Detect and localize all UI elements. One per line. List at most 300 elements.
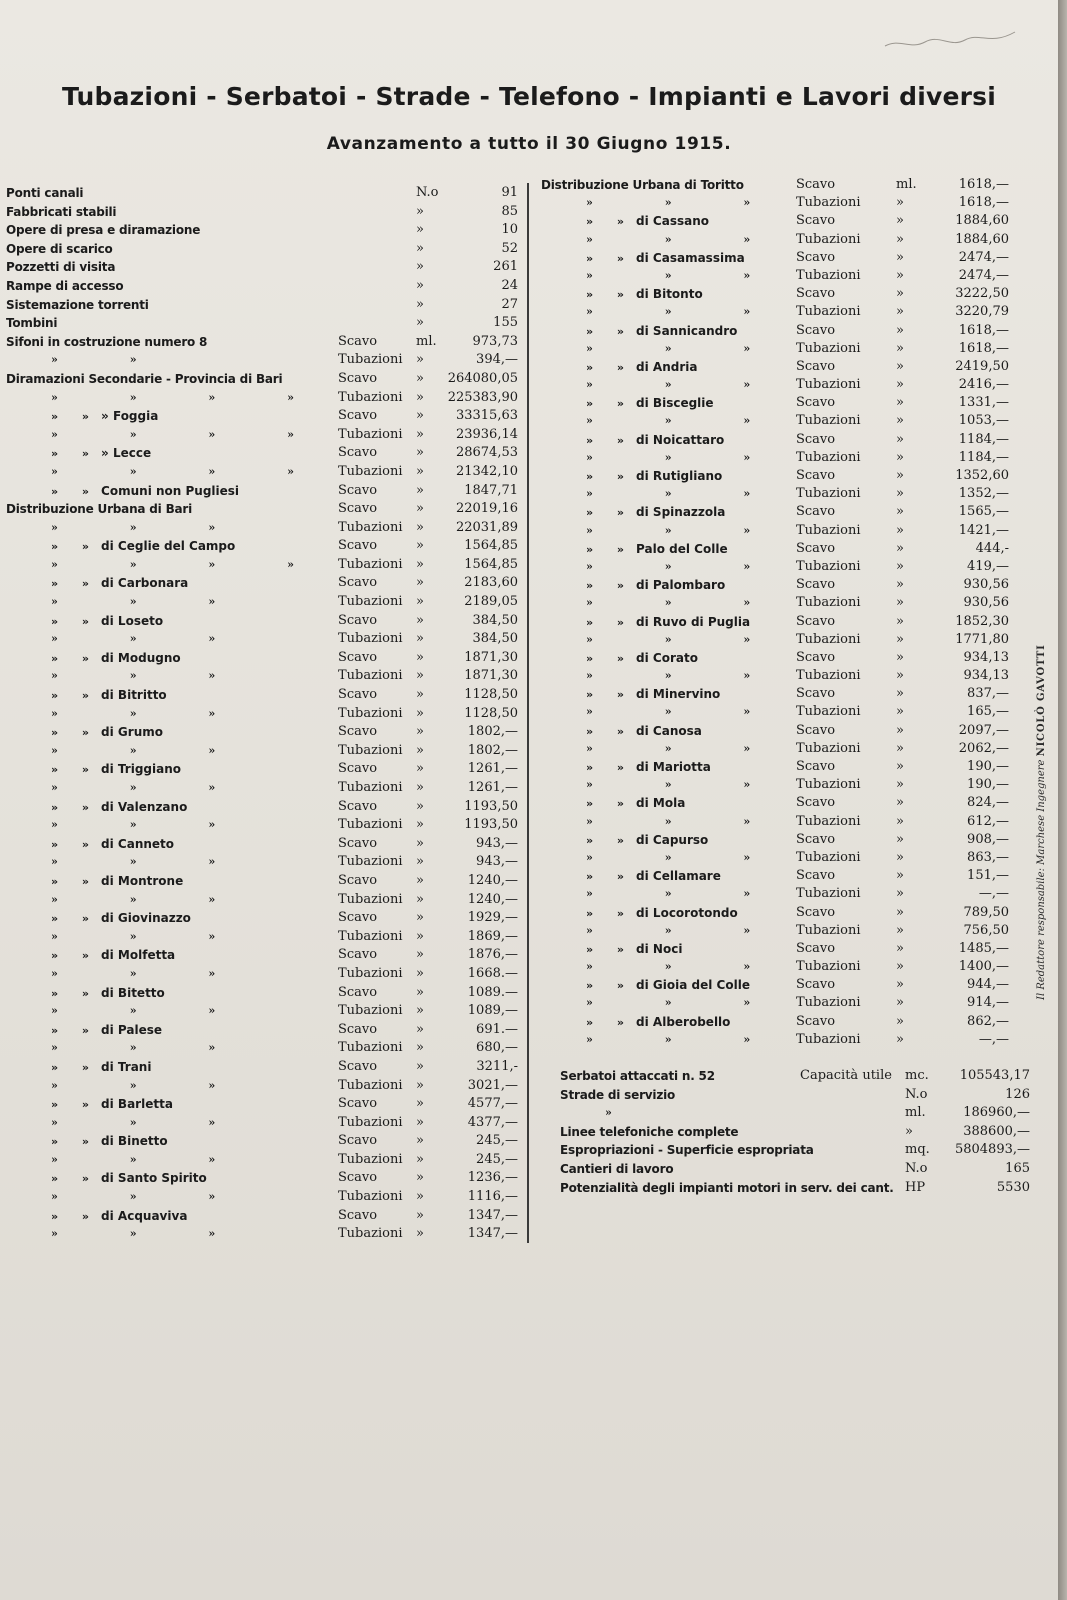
row-section: Tubazioni [338,817,403,833]
table-row [541,904,1031,922]
row-unit: » [896,595,904,611]
table-row [541,649,1031,667]
row-value: 1485,— [958,940,1009,956]
row-label: Sistemazione torrenti [6,297,149,312]
row-unit: » [896,340,904,356]
row-unit: » [896,195,904,211]
row-label [51,649,181,669]
row-value: 1869,— [467,928,518,944]
table-row [541,231,1031,249]
row-section: Tubazioni [338,1151,403,1167]
row-unit: » [896,304,904,320]
row-section: Tubazioni [796,413,861,429]
table-row [541,685,1031,703]
row-unit: » [896,431,904,447]
row-unit: » [896,631,904,647]
row-label [586,613,750,632]
table-row [6,574,521,593]
row-value: 23936,14 [455,426,518,442]
row-value: 1871,30 [464,649,518,665]
table-row [541,994,1031,1012]
row-unit: » [896,577,904,593]
row-label [586,758,711,777]
row-label [51,1169,207,1189]
row-label [586,394,714,413]
ditto-marks: » » [51,874,90,888]
row-label: » » » [586,887,785,901]
row-unit: » [416,203,424,219]
row-label: Cantieri di lavoro [560,1161,674,1176]
ditto-marks: » » [586,615,625,629]
table-row [6,1114,521,1133]
row-section: Scavo [338,1096,378,1112]
row-value: 1618,— [958,195,1009,211]
ditto-marks: » » [51,837,90,851]
row-label: » » » [51,1041,250,1055]
row-unit: » [896,540,904,556]
row-label: » » » [586,705,785,719]
row-unit: ml. [896,177,917,192]
table-row [541,794,1031,812]
row-unit: » [896,904,904,920]
row-section: Scavo [338,501,378,517]
row-unit: » [416,1040,424,1056]
row-label: Potenzialità degli impianti motori in serv. dei cant. [560,1180,894,1195]
row-label [586,867,721,886]
row-section: Tubazioni [338,742,403,758]
row-section: Tubazioni [796,267,861,283]
table-row [6,389,521,408]
ditto-marks: » » [51,577,90,591]
row-label: Rampe di accesso [6,278,124,293]
row-value: 3222,50 [955,286,1009,302]
row-unit: » [416,835,424,851]
table-row [560,1067,1030,1086]
table-row [6,984,521,1003]
row-section: Tubazioni [796,740,861,756]
row-value: 186960,— [963,1105,1030,1121]
row-label [586,540,728,559]
row-label-name: di Trani [101,1059,152,1074]
row-unit: » [416,222,424,238]
row-label: Tombini [6,316,58,331]
row-unit: » [896,267,904,283]
row-value: 3220,79 [955,304,1009,320]
row-label-name: di Santo Spirito [101,1171,207,1186]
row-label-name: di Bitetto [101,985,165,1000]
row-unit: » [896,231,904,247]
table-row [6,612,521,631]
paper-edge [1058,0,1067,1600]
row-value: 28674,53 [455,445,518,461]
ditto-marks: » » [51,912,90,926]
row-label: » » » [51,669,250,683]
row-value: 21342,10 [455,463,518,479]
ditto-marks: » » [586,688,625,702]
row-section: Tubazioni [796,704,861,720]
row-label-name: di Capurso [636,832,709,847]
row-section: Scavo [338,835,378,851]
row-unit: HP [905,1179,926,1195]
table-row [6,1058,521,1077]
row-label: » » » [586,414,785,428]
row-value: 1261,— [467,761,518,777]
row-value: 1089,— [467,1003,518,1019]
row-label-name: di Binetto [101,1134,168,1149]
table-row [541,449,1031,467]
row-label: » » » [51,632,250,646]
row-value: 22019,16 [455,501,518,517]
ditto-marks: » » [51,447,90,461]
row-unit: N.o [905,1086,928,1102]
row-label-name: di Molfetta [101,948,176,963]
row-value: 2419,50 [955,358,1009,374]
table-row [541,758,1031,776]
row-label: » » » [51,1227,250,1241]
row-label [51,1095,173,1115]
table-row [541,867,1031,885]
table-row [6,835,521,854]
row-value: 1421,— [958,522,1009,538]
row-section: Tubazioni [796,486,861,502]
row-unit: » [416,928,424,944]
table-row [6,649,521,668]
table-row [6,630,521,649]
table-row [6,779,521,798]
row-unit: » [416,1207,424,1223]
row-value: 394,— [476,352,518,368]
row-value: 1618,— [958,322,1009,338]
row-unit: » [416,891,424,907]
row-value: 1347,— [467,1226,518,1242]
page-title: Tubazioni - Serbatoi - Strade - Telefono - Impianti e Lavori diversi [62,82,996,111]
ditto-marks: » » [51,1209,90,1223]
row-unit: » [416,594,424,610]
row-section: Scavo [338,612,378,628]
row-label [51,1021,162,1041]
row-label-name: di Canosa [636,723,702,738]
row-value: 930,56 [963,595,1009,611]
table-row [6,277,521,296]
table-row [6,519,521,538]
table-row [541,540,1031,558]
table-row [541,303,1031,321]
row-unit: » [896,922,904,938]
row-value: 384,50 [472,612,518,628]
ditto-marks: » » [586,506,625,520]
row-label: » » » [586,196,785,210]
table-row [541,613,1031,631]
ditto-marks: » » [51,986,90,1000]
ditto-marks: » » [586,324,625,338]
table-row [6,798,521,817]
table-row [541,467,1031,485]
row-section: Tubazioni [338,1226,403,1242]
row-label: » » » [586,378,785,392]
table-row [6,1002,521,1021]
row-label: » » » [586,1032,785,1046]
row-value: 126 [1005,1086,1030,1102]
row-value: 1400,— [958,959,1009,975]
row-unit: » [896,249,904,265]
ditto-marks: » » [586,651,625,665]
row-label: » » » [51,706,250,720]
row-section: Scavo [338,575,378,591]
row-label: » » » [51,781,250,794]
row-label: » » » [586,923,785,937]
row-label-name: di Cassano [636,214,710,229]
row-unit: » [416,984,424,1000]
row-label-name: di Rutigliano [636,469,723,483]
row-section: Tubazioni [796,1031,861,1047]
row-value: 1802,— [467,724,518,740]
row-value: 190,— [967,759,1009,774]
row-section: Scavo [796,577,836,593]
table-row [6,500,521,519]
table-row [541,740,1031,758]
row-section: Scavo [796,759,836,774]
row-label-name: Comuni non Pugliesi [101,483,240,498]
row-label [51,537,235,557]
table-row [6,221,521,240]
row-unit: ml. [416,333,437,349]
row-label-name: di Gioia del Colle [636,978,750,993]
row-label: » » » [586,341,785,355]
row-section: Tubazioni [338,1077,403,1093]
table-row [541,376,1031,394]
row-label: » » » [586,450,785,464]
row-label [586,649,698,668]
table-row [6,965,521,984]
table-row [6,1207,521,1226]
row-unit: » [416,463,424,479]
row-unit: » [416,612,424,628]
row-section: Scavo [338,649,378,665]
table-row [6,1132,521,1151]
table-row [6,463,521,482]
row-unit: » [896,1013,904,1029]
row-value: —,— [978,886,1009,902]
row-value: 33315,63 [455,408,518,424]
table-row [6,853,521,872]
ditto-marks: » » [51,689,90,703]
ditto-marks: » » [586,761,625,774]
row-unit: » [896,813,904,829]
table-row [541,831,1031,849]
row-label [51,482,239,502]
ditto-marks: » » [51,651,90,665]
ditto-marks: » » [586,833,625,847]
row-label: Serbatoi attaccati n. 52 [560,1069,715,1083]
row-value: 934,13 [963,668,1009,684]
row-unit: » [896,449,904,465]
row-unit: » [416,947,424,963]
row-unit: » [416,761,424,777]
row-section: Tubazioni [796,231,861,247]
row-section: Tubazioni [338,1040,403,1056]
row-value: 10 [501,222,518,238]
row-label: » » » [586,850,785,864]
row-label-name: di Barletta [101,1097,173,1112]
row-section: Scavo [796,831,836,847]
table-row [6,742,521,761]
row-label: » » » [586,305,785,319]
row-label [51,612,163,632]
row-value: 27 [501,296,518,312]
row-label [586,976,750,995]
ditto-marks: » » [586,870,625,884]
table-row [541,503,1031,521]
row-unit: » [416,780,424,795]
row-section: Scavo [796,868,836,884]
row-unit: » [896,868,904,884]
row-label-name: di Palombaro [636,578,726,593]
row-label-name: di Mariotta [636,760,711,774]
row-label-name: di Bitritto [101,688,167,703]
row-label [586,576,725,595]
row-value: 264080,05 [447,370,518,386]
row-unit: » [896,413,904,429]
left-column [6,184,521,1244]
table-row [541,212,1031,230]
row-label-name: » Foggia [101,409,159,424]
row-label-name: di Loseto [101,613,164,628]
ditto-marks: » » [51,484,90,498]
table-row [6,1188,521,1207]
row-label [51,407,158,427]
row-value: 245,— [476,1151,518,1167]
row-unit: » [416,538,424,554]
table-row [541,958,1031,976]
row-value: 612,— [967,813,1009,829]
row-section: Tubazioni [338,854,403,870]
table-row [541,776,1031,794]
row-unit: » [416,426,424,442]
row-unit: » [416,817,424,833]
row-label: » » » [586,960,785,974]
table-row [6,537,521,556]
row-value: 2474,— [958,267,1009,283]
row-label [586,503,725,522]
row-section: Scavo [796,177,836,192]
table-row [541,340,1031,358]
table-row [6,1151,521,1170]
row-label: » » » [51,743,250,757]
table-row [6,370,521,389]
row-label: » » [51,353,171,367]
row-label [586,1013,730,1032]
row-label [586,831,708,850]
row-section: Scavo [796,249,836,265]
row-label [586,722,702,741]
row-value: 1240,— [467,872,518,888]
row-section: Scavo [338,1133,378,1149]
row-section: Scavo [796,1013,836,1029]
row-unit: » [416,872,424,888]
row-value: 1331,— [958,395,1009,411]
row-unit: » [896,486,904,502]
row-label: Ponti canali [6,186,84,200]
row-unit: » [416,854,424,870]
row-label-name: Palo del Colle [636,541,728,556]
row-value: 908,— [967,831,1009,847]
row-label: » » » [586,632,785,646]
row-unit: » [896,759,904,774]
row-value: 225383,90 [447,389,518,405]
row-label [586,285,703,304]
row-label-name: di Montrone [101,873,184,888]
row-value: 3211,- [476,1058,518,1074]
row-label [51,872,183,892]
row-unit: » [416,259,424,275]
table-row [6,1225,521,1244]
row-value: 934,13 [963,649,1009,665]
row-unit: » [896,940,904,956]
row-value: 4377,— [467,1114,518,1130]
row-value: 756,50 [963,922,1009,938]
row-section: Tubazioni [338,780,403,795]
row-unit: » [416,965,424,981]
row-value: 1668.— [467,965,518,981]
row-label-name: di Triggiano [101,762,182,777]
table-row [541,885,1031,903]
row-unit: » [896,522,904,538]
row-label-name: di Locorotondo [636,905,738,920]
ditto-marks: » » [586,251,625,265]
row-label-name: di Valenzano [101,799,188,814]
row-unit: » [416,519,424,535]
row-section: Scavo [338,1058,378,1074]
row-label: » » » [586,814,785,828]
row-unit: » [416,742,424,758]
row-value: 1053,— [958,413,1009,429]
row-value: 105543,17 [959,1068,1030,1083]
row-unit: ml. [905,1105,926,1121]
row-value: 24 [501,277,518,293]
row-value: 1193,50 [464,798,518,814]
row-unit: » [896,831,904,847]
ditto-marks: » » [51,949,90,963]
row-value: 384,50 [472,631,518,647]
row-section: Scavo [338,910,378,926]
ditto-marks: » » [586,288,625,302]
row-unit: » [896,995,904,1011]
ditto-marks: » » [51,763,90,777]
row-unit: mc. [905,1068,929,1083]
row-section: Tubazioni [338,705,403,721]
row-label: Strade di servizio [560,1087,676,1102]
table-row [6,351,521,370]
row-section: Tubazioni [796,558,861,574]
row-label [586,940,682,959]
table-row [6,184,521,203]
ditto-marks: » » [586,360,625,374]
row-section: Scavo [338,482,378,498]
row-label: Sifoni in costruzione numero 8 [6,334,208,349]
row-unit: N.o [416,185,439,200]
row-label: » » » [51,855,250,869]
row-unit: » [416,1133,424,1149]
table-row [6,816,521,835]
row-value: 1128,50 [464,705,518,721]
row-unit: » [896,558,904,574]
row-label [51,1058,151,1078]
row-section: Tubazioni [338,668,403,684]
row-value: 1347,— [467,1207,518,1223]
row-unit: » [896,213,904,229]
row-value: 190,— [967,777,1009,793]
row-value: 261 [493,259,518,275]
